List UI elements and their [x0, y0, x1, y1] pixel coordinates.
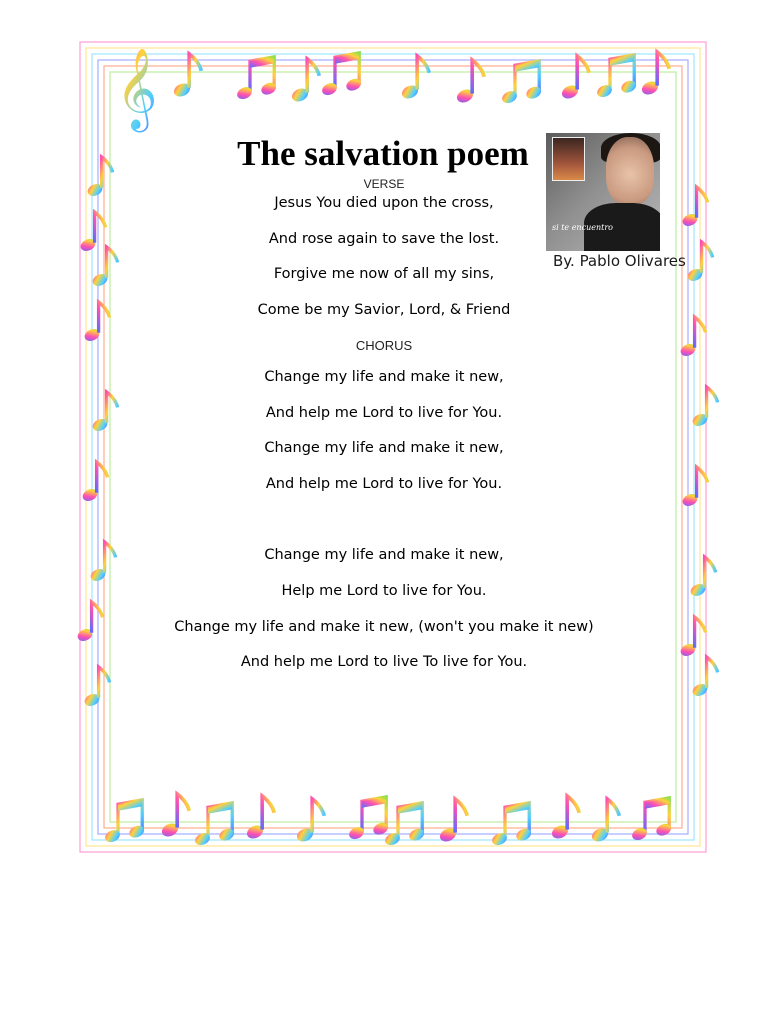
beamed-notes-icon [630, 798, 673, 843]
beamed-notes-icon [383, 803, 426, 848]
verse-line: Forgive me now of all my sins, [273, 266, 495, 282]
beamed-notes-icon [500, 61, 543, 106]
album-cover-script: si te encuentro [552, 223, 613, 232]
music-note-icon [691, 387, 718, 428]
music-note-icon [689, 557, 716, 598]
beamed-notes-icon [347, 797, 390, 842]
album-cover-image [546, 133, 660, 251]
verse-line: Come be my Savior, Lord, & Friend [257, 302, 511, 318]
chorus-line: Change my life and make it new, [264, 440, 504, 456]
ending-line: And help me Lord to live To live for You. [240, 654, 528, 670]
music-note-icon [400, 56, 429, 101]
music-note-icon [86, 157, 113, 198]
music-note-icon [679, 317, 706, 358]
music-note-icon [83, 667, 110, 708]
beamed-notes-icon [595, 55, 638, 100]
ending-line: Change my life and make it new, [264, 547, 504, 563]
verse-line: And rose again to save the lost. [268, 231, 500, 247]
beamed-notes-icon [193, 803, 236, 848]
chorus-line: Change my life and make it new, [264, 369, 504, 385]
ending-line: Help me Lord to live for You. [281, 583, 487, 599]
music-note-icon [640, 52, 669, 97]
chorus-label: CHORUS [355, 338, 413, 353]
album-inset-thumbnail [552, 137, 585, 181]
music-note-icon [83, 302, 110, 343]
music-note-icon [679, 617, 706, 658]
chorus-line: And help me Lord to live for You. [265, 405, 503, 421]
page-title: The salvation poem [237, 134, 529, 173]
chorus-line: And help me Lord to live for You. [265, 476, 503, 492]
music-note-icon [455, 60, 484, 105]
music-note-icon [560, 56, 589, 101]
verse-line: Jesus You died upon the cross, [274, 195, 494, 211]
music-note-icon [691, 657, 718, 698]
ending-line: Change my life and make it new, (won't you make it new) [174, 619, 594, 635]
music-note-icon [89, 542, 116, 583]
music-note-icon [686, 242, 713, 283]
beamed-notes-icon [235, 57, 278, 102]
author-credit: By. Pablo Olivares [553, 252, 686, 270]
beamed-notes-icon [490, 803, 533, 848]
verse-label: VERSE [363, 177, 405, 191]
treble-clef-icon: 𝄞 [116, 47, 158, 129]
music-note-icon [172, 54, 201, 99]
music-note-icon [160, 794, 189, 839]
portrait-face [606, 137, 654, 205]
